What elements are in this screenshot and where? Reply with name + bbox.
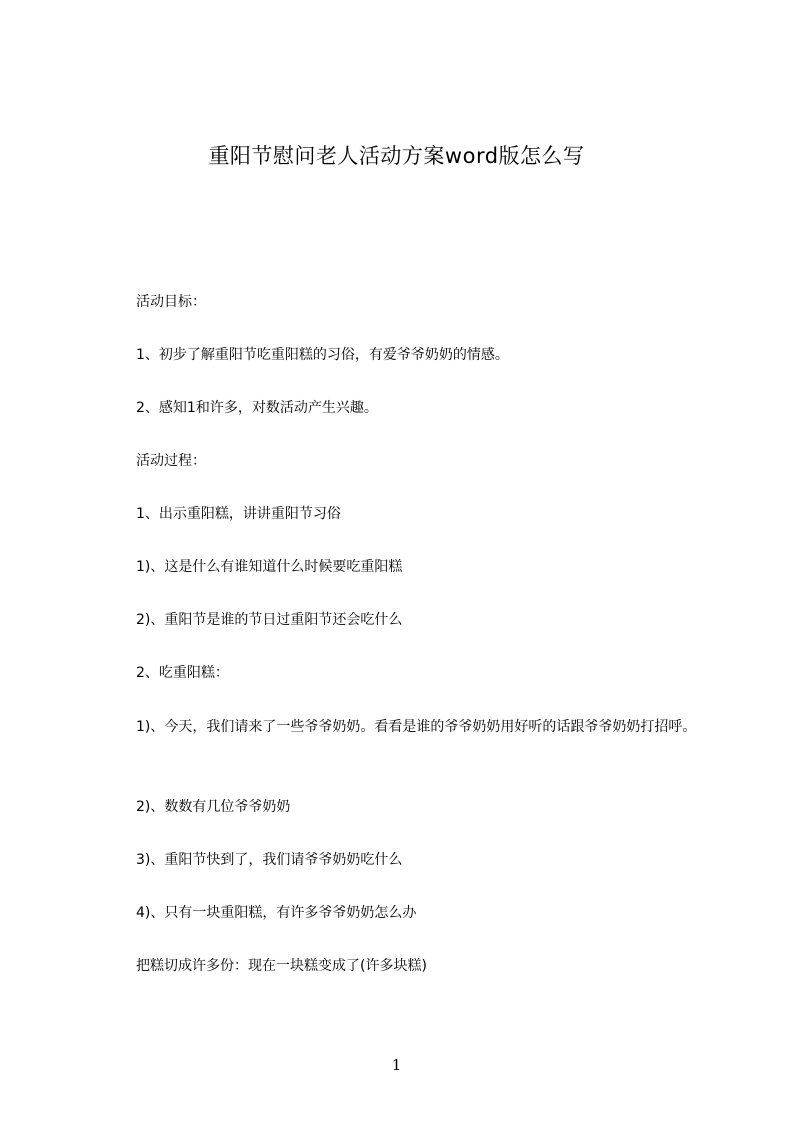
document-title: 重阳节慰问老人活动方案word版怎么写 <box>208 144 585 168</box>
paragraph-step-2-item-1: 1)、今天，我们请来了一些爷爷奶奶。看看是谁的爷爷奶奶用好听的话跟爷爷奶奶打招呼。 <box>136 719 697 735</box>
paragraph-step-2-item-4: 4)、只有一块重阳糕，有许多爷爷奶奶怎么办 <box>136 905 417 921</box>
paragraph-step-2: 2、吃重阳糕： <box>136 665 229 681</box>
paragraph-cut-cake: 把糕切成许多份：现在一块糕变成了(许多块糕) <box>136 958 427 974</box>
paragraph-activity-process-heading: 活动过程： <box>136 453 206 469</box>
paragraph-step-2-item-2: 2)、数数有几位爷爷奶奶 <box>136 799 291 815</box>
paragraph-goal-2: 2、感知1和许多，对数活动产生兴趣。 <box>136 400 378 416</box>
paragraph-step-1-question-2: 2)、重阳节是谁的节日过重阳节还会吃什么 <box>136 612 403 628</box>
paragraph-goal-1: 1、初步了解重阳节吃重阳糕的习俗，有爱爷爷奶奶的情感。 <box>136 347 509 363</box>
paragraph-activity-goals-heading: 活动目标： <box>136 294 206 310</box>
paragraph-step-2-item-3: 3)、重阳节快到了，我们请爷爷奶奶吃什么 <box>136 852 403 868</box>
paragraph-step-1: 1、出示重阳糕，讲讲重阳节习俗 <box>136 506 341 522</box>
paragraph-step-1-question-1: 1)、这是什么有谁知道什么时候要吃重阳糕 <box>136 559 403 575</box>
page-number: 1 <box>391 1056 402 1074</box>
